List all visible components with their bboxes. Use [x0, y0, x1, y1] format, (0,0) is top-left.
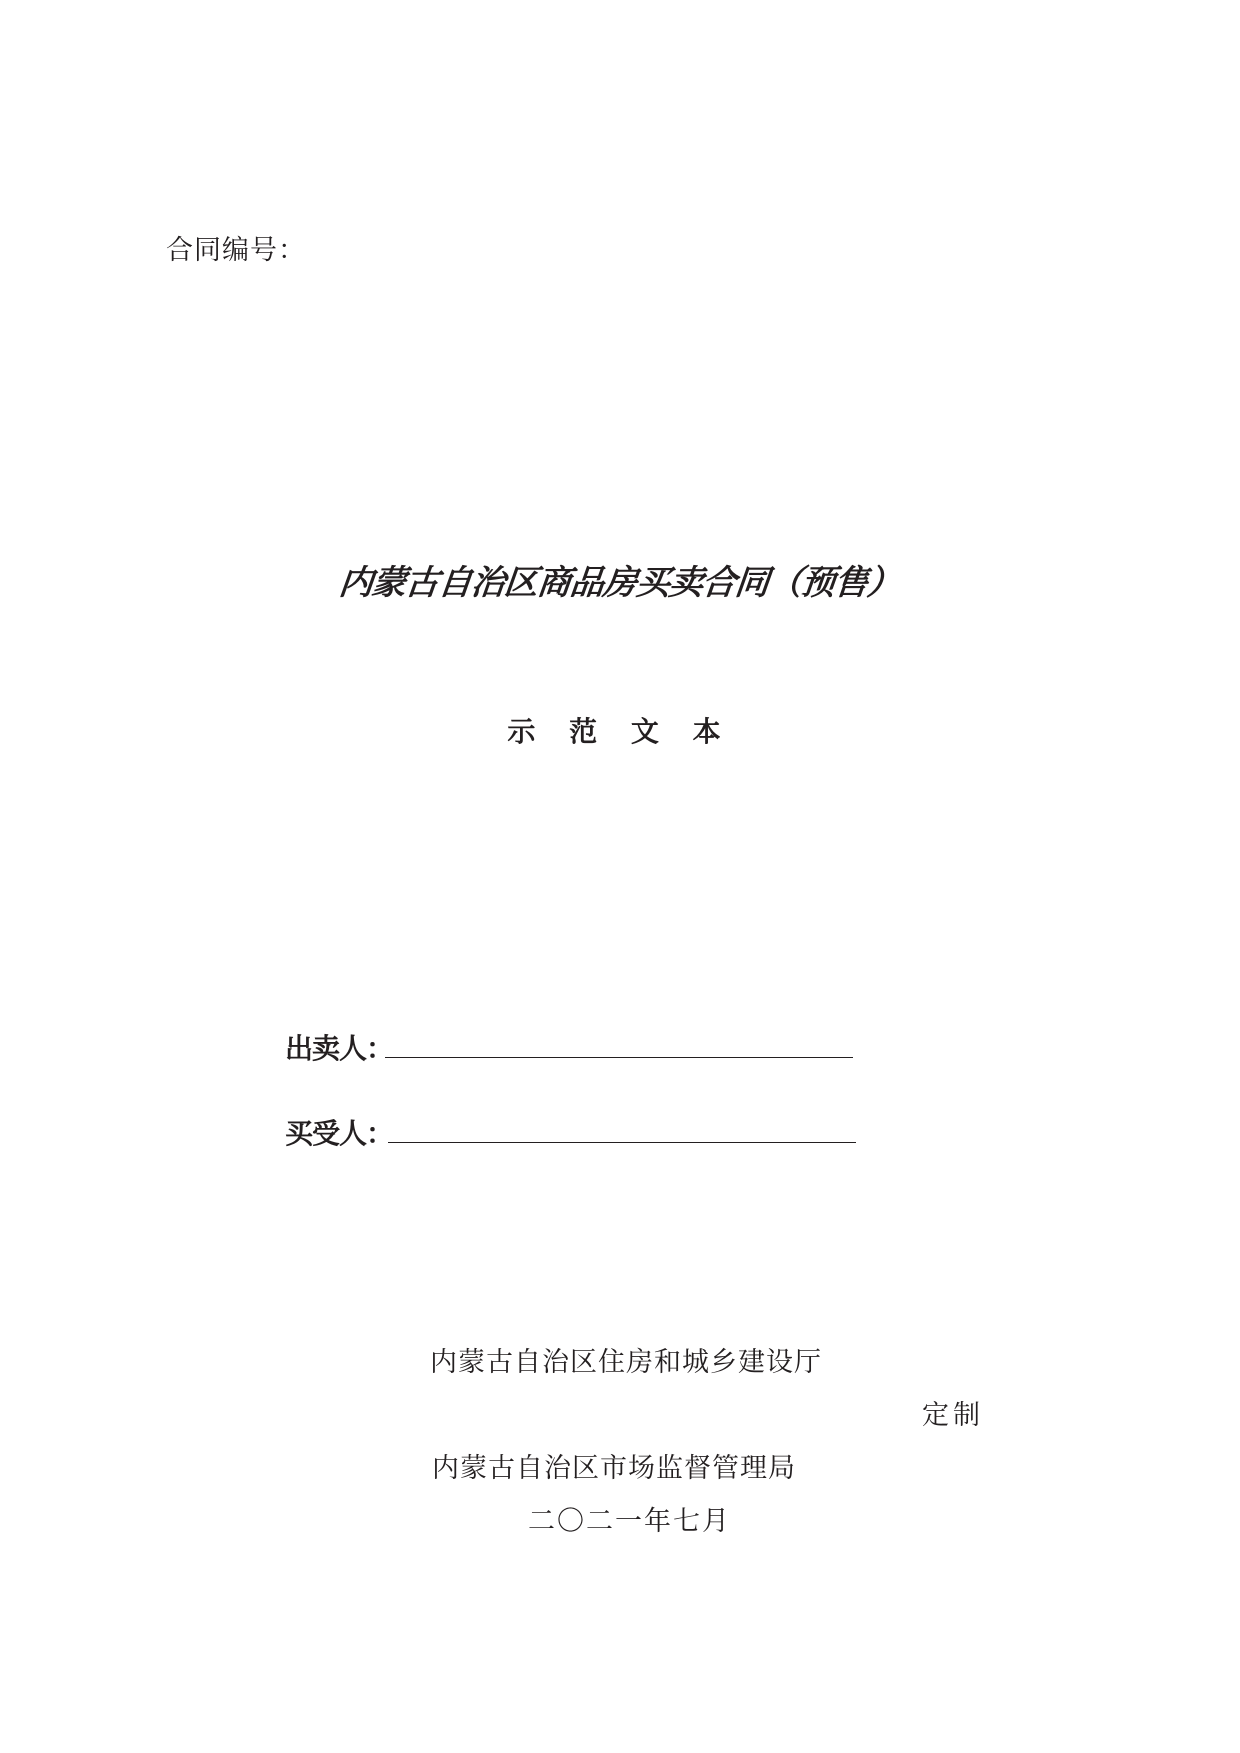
contract-number-label: 合同编号：	[166, 235, 306, 266]
document-title: 内蒙古自治区商品房买卖合同（预售）	[337, 563, 903, 603]
seller-blank-line	[385, 1057, 853, 1058]
issue-date: 二〇二一年七月	[528, 1506, 731, 1537]
buyer-label: 买受人：	[285, 1117, 394, 1150]
issuer-housing-department: 内蒙古自治区住房和城乡建设厅	[430, 1347, 822, 1378]
seller-label: 出卖人：	[285, 1032, 394, 1065]
issuer-market-regulation-bureau: 内蒙古自治区市场监督管理局	[432, 1453, 796, 1484]
made-by-label: 定制	[922, 1400, 984, 1431]
document-subtitle: 示 范 文 本	[507, 715, 733, 748]
buyer-blank-line	[388, 1142, 856, 1143]
